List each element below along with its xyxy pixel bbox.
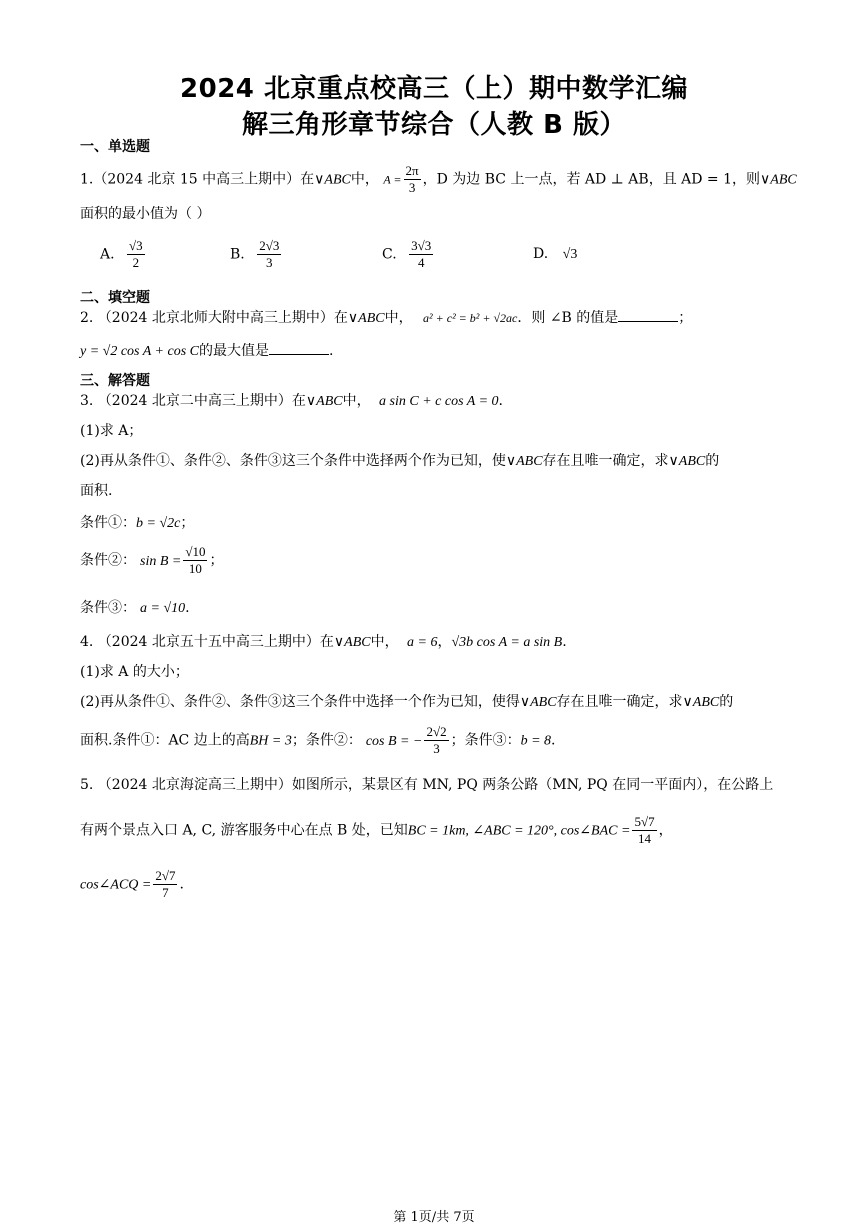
q3-c1-end: ； [180, 515, 195, 531]
q3-c3-expr: a = √10 [140, 601, 186, 616]
q1-mid2: ，D 为边 BC 上一点，若 AD ⊥ AB，且 AD = 1，则 [422, 171, 761, 188]
q5-l3-lhs: cos∠ACQ = [80, 877, 152, 893]
q1-triangle: ∨ABC [314, 172, 351, 188]
option-b-den: 3 [266, 255, 273, 270]
q3-end: . [498, 393, 503, 409]
q3-c1-expr: b = √2c [136, 516, 181, 531]
q2-prefix: 2. （2024 北京北师大附中高三上期中）在 [80, 310, 348, 326]
q4-l3-fraction [424, 724, 448, 757]
q2-tail: ．则 ∠B 的值是 [517, 310, 619, 326]
q5-l3-fraction [153, 868, 177, 901]
option-b-fraction [257, 238, 281, 271]
q4-l3c: ；条件③： [450, 732, 521, 749]
q3-c2-lhs: sin B = [140, 553, 182, 569]
q1-option-c [382, 238, 435, 271]
q2-mid: 中， [384, 310, 413, 326]
q2-line2-end: . [329, 343, 334, 359]
q3-c2-label: 条件②： [80, 552, 136, 569]
q1-line1 [80, 163, 797, 196]
q3-p2-triangle: ∨ABC [505, 454, 543, 469]
option-b-num: 2√3 [259, 238, 280, 253]
q4-prefix: 4. （2024 北京五十五中高三上期中）在 [80, 634, 334, 650]
q3-c2-end: ； [209, 552, 224, 569]
q4-p2a: (2)再从条件①、条件②、条件③这三个条件中选择一个作为已知，使得 [80, 694, 520, 710]
q1-angle-lhs: A = [383, 172, 402, 187]
q1-angle-num: 2π [405, 163, 419, 178]
q1-option-a [100, 238, 147, 271]
q3-condition2 [80, 544, 223, 577]
q4-l3-num: 2√2 [426, 724, 447, 739]
section-heading-fill-in: 二、填空题 [80, 290, 150, 306]
q4-l3-eq3: b = 8 [520, 733, 552, 749]
q5-line2 [80, 814, 673, 847]
q3-p2-triangle2: ∨ABC [668, 454, 706, 469]
q4-l3-cos: cos B = − [365, 733, 423, 749]
q2-line2-tail: 的最大值是 [199, 343, 269, 359]
q4-part1: (1)求 A 的大小； [80, 664, 189, 680]
q3-p2c: 的 [705, 453, 720, 469]
q4-eq2: √3b cos A = a sin B [451, 635, 563, 650]
q3-p2a: (2)再从条件①、条件②、条件③这三个条件中选择两个作为已知，使 [80, 453, 506, 469]
q4-p2c: 的 [719, 694, 734, 710]
section-heading-single-choice: 一、单选题 [80, 139, 150, 155]
q5-l2-num: 5√7 [634, 814, 655, 829]
q3-equation: a sin C + c cos A = 0 [379, 394, 499, 409]
q3-c2-den: 10 [188, 561, 202, 576]
option-c-den: 4 [417, 255, 425, 270]
q3-c3-label: 条件③： [80, 600, 136, 616]
q3-part1: (1)求 A； [80, 423, 143, 439]
q4-l3b: ；条件②： [291, 732, 362, 749]
q3-condition1 [80, 512, 194, 532]
q4-l3-den: 3 [433, 741, 440, 756]
option-d-value: √3 [562, 247, 578, 262]
q1-option-d [533, 246, 577, 263]
q4-sep: ， [437, 634, 452, 650]
option-d-label: D. [533, 246, 549, 262]
q4-l3-eq: BH = 3 [249, 733, 292, 749]
q3-prefix: 3. （2024 北京二中高三上期中）在 [80, 393, 306, 409]
q3-part2-line2: 面积. [80, 483, 113, 499]
option-c-fraction [409, 238, 433, 271]
q1-option-b [230, 238, 283, 271]
q4-part2-line1 [80, 691, 733, 711]
page-footer: 第 1页/共 7页 [393, 1210, 475, 1225]
option-a-label: A. [100, 246, 115, 263]
q1-line2: 面积的最小值为（ ） [80, 206, 211, 222]
q3-c2-num: √10 [185, 544, 206, 559]
q2-equation: a² + c² = b² + √2ac [423, 311, 518, 325]
q3-p2b: 存在且唯一确定，求 [542, 453, 669, 469]
q2-line2 [80, 340, 333, 360]
q1-mid1: 中， [350, 171, 379, 188]
q4-p2-triangle: ∨ABC [519, 695, 557, 710]
q4-p2b: 存在且唯一确定，求 [556, 694, 683, 710]
q2-blank1 [618, 307, 678, 322]
q5-l3-num: 2√7 [155, 868, 176, 883]
option-a-num: √3 [129, 238, 143, 253]
section-heading-solutions: 三、解答题 [80, 373, 150, 389]
q4-line1 [80, 631, 567, 651]
q2-blank2 [269, 340, 329, 355]
q3-line1 [80, 390, 503, 410]
q4-mid: 中， [370, 634, 399, 650]
q2-triangle: ∨ABC [347, 311, 385, 326]
q3-c2-fraction [183, 544, 207, 577]
q4-l3a: 面积.条件①：AC 边上的高 [80, 732, 250, 749]
option-a-den: 2 [132, 255, 140, 270]
q4-triangle: ∨ABC [333, 635, 371, 650]
q3-condition3 [80, 597, 190, 617]
q5-l3-den: 7 [162, 885, 169, 900]
q5-line3 [80, 868, 184, 901]
q2-expression: y = √2 cos A + cos C [80, 344, 199, 359]
q3-triangle: ∨ABC [305, 394, 343, 409]
q5-l2-fraction [632, 814, 656, 847]
q2-line1 [80, 307, 692, 327]
q3-mid: 中， [342, 393, 371, 409]
option-c-label: C. [382, 246, 397, 263]
q5-l2-eq: BC = 1km, ∠ABC = 120°, cos∠BAC = [407, 823, 631, 839]
q3-c1-label: 条件①： [80, 515, 136, 531]
document-title-line2: 解三角形章节综合（人教 B 版） [242, 110, 626, 140]
q1-prefix: 1.（2024 北京 15 中高三上期中）在 [80, 171, 315, 188]
q4-end: . [562, 634, 567, 650]
option-b-label: B. [230, 246, 245, 263]
q1-triangle2: ∨ABC [760, 172, 797, 188]
q1-angle-fraction [404, 163, 421, 196]
option-a-fraction [127, 238, 145, 271]
q3-c3-end: . [185, 600, 190, 616]
q3-part2-line1 [80, 450, 719, 470]
q4-part2-line2 [80, 724, 556, 757]
q5-l2-end: ， [658, 822, 673, 839]
q4-p2-triangle2: ∨ABC [682, 695, 720, 710]
q5-l2a: 有两个景点入口 A, C, 游客服务中心在点 B 处，已知 [80, 822, 408, 839]
q5-l2-den: 14 [638, 831, 651, 846]
q4-eq1: a = 6 [407, 635, 438, 650]
q2-end: ； [678, 310, 693, 326]
q5-l3-end: . [179, 876, 184, 893]
q4-l3-end: . [551, 732, 556, 749]
option-c-num: 3√3 [411, 238, 432, 253]
q5-line1: 5. （2024 北京海淀高三上期中）如图所示，某景区有 MN, PQ 两条公路（MN, PQ 在同一平面内），在公路上 [80, 777, 774, 793]
q1-angle-den: 3 [408, 180, 416, 195]
document-title-line1: 2024 北京重点校高三（上）期中数学汇编 [180, 74, 688, 104]
